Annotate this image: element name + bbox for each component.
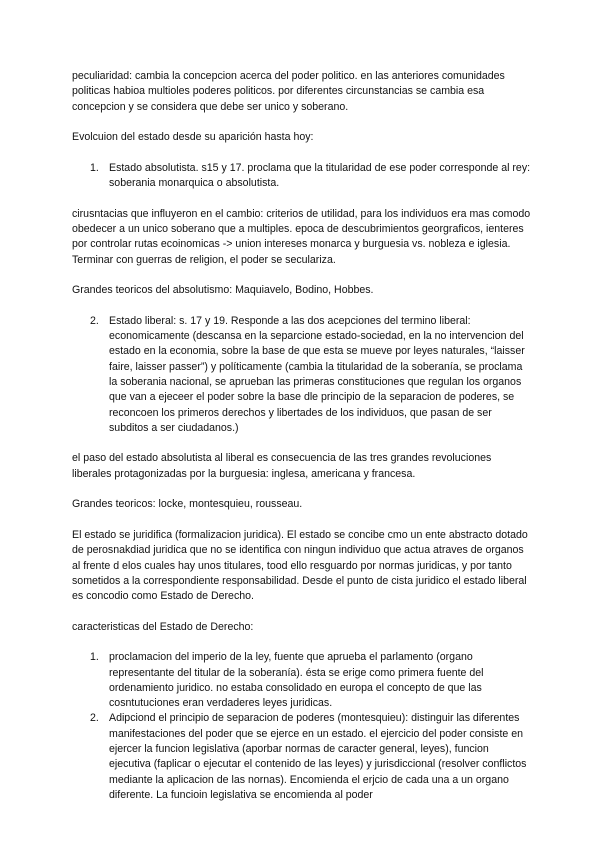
paragraph-revoluciones: el paso del estado absolutista al liberal es consecuencia de las tres grandes revoluciones liberales protagonizadas por la burguesia: inglesa, americana y francesa. xyxy=(72,452,492,480)
document-page xyxy=(72,69,532,819)
list-number: 2. xyxy=(90,314,99,327)
paragraph-circunstancias: cirusntacias que influyeron en el cambio: criterios de utilidad, para los individuos era mas comodo obedecer a un unico soberano que a multiples. epoca de descubrimientos georgraficos, ienteres por controlar rutas ecoinomicas -> union intereses monarca y burguesia vs. nobleza e iglesia. Terminar con guerras de religion, el poder se seculariza. xyxy=(72,207,531,266)
list-item-text: Adipciond el principio de separacion de poderes (montesquieu): distinguir las diferentes manifestaciones del poder que se ejerce en un estado. el ejercicio del poder consiste en ejercer la funcion legislativa (aporbar normas de caracter general, leyes), funcion ejecutiva (faplicar o ejecutar el contenido de las leyes) y jurisdiccional (resolver conflictos mediante la aplicacion de las nornas). Encomienda el erjcio de cada una a un organo diferente. La funcioin legislativa se encomienda al poder xyxy=(109,712,527,801)
paragraph-caracteristicas-heading: caracteristicas del Estado de Derecho: xyxy=(72,620,254,633)
list-estado-liberal xyxy=(72,314,532,436)
list-number: 2. xyxy=(90,712,99,725)
list-item-text: Estado absolutista. s15 y 17. proclama que la titularidad de ese poder corresponde al rey: soberania monarquica o absolutista. xyxy=(109,161,531,190)
list-number: 1. xyxy=(90,161,99,174)
list-estado-absolutista xyxy=(72,161,532,192)
list-item xyxy=(72,314,532,436)
paragraph-grandes-teoricos: Grandes teoricos: locke, montesquieu, rousseau. xyxy=(72,498,303,511)
list-estado-de-derecho xyxy=(72,650,532,803)
list-item xyxy=(72,161,532,192)
list-item-text: Estado liberal: s. 17 y 19. Responde a las dos acepciones del termino liberal: economicamente (descansa en la separcione estado-sociedad, en la no intervencion del estado en la economia, sobre la base de que esta se mueve por leyes naturales, “laisser faire, laisser passer”) y políticamente (cambia la titularidad de la soberanía, se proclama la soberania nacional, se aprueban las primeras constituciones que regulan los organos que van a ejeceer el poder sobre la base dle principio de la separacion de poderes, se reconcoen los primeros derechos y libertades de los individuos, que pasan de ser subditos a ser ciudadanos.) xyxy=(109,314,525,434)
list-item xyxy=(72,711,532,803)
list-item-text: proclamacion del imperio de la ley, fuente que aprueba el parlamento (organo representante del titular de la soberanía). ésta se erige como primera fuente del ordenamiento juridico. no estaba consolidado en europa el concepto de que las cosntutuciones eran verdaderes leyes juridicas. xyxy=(109,651,484,710)
paragraph-peculiaridad: peculiaridad: cambia la concepcion acerca del poder politico. en las anteriores comunidades politicas habioa multioles poderes politicos. por diferentes circunstancias se cambia esa concepcion y se considera que debe ser unico y soberano. xyxy=(72,70,505,113)
paragraph-juridifica: El estado se juridifica (formalizacion juridica). El estado se concibe cmo un ente abstracto dotado de perosnakdiad juridica que no se identifica con ningun individuo que actua atraves de organos al frente d elos cuales hay unos titulares, tood ello resguardo por normas juridicas, y por tanto sometidos a la correspondiente responsabilidad. Desde el punto de cista juridico el estado liberal es concodio como Estado de Derecho. xyxy=(72,528,528,603)
list-number: 1. xyxy=(90,651,99,664)
paragraph-teoricos-absolutismo: Grandes teoricos del absolutismo: Maquiavelo, Bodino, Hobbes. xyxy=(72,284,374,297)
list-item xyxy=(72,650,532,711)
paragraph-evolucion-heading: Evolcuion del estado desde su aparición hasta hoy: xyxy=(72,131,314,144)
